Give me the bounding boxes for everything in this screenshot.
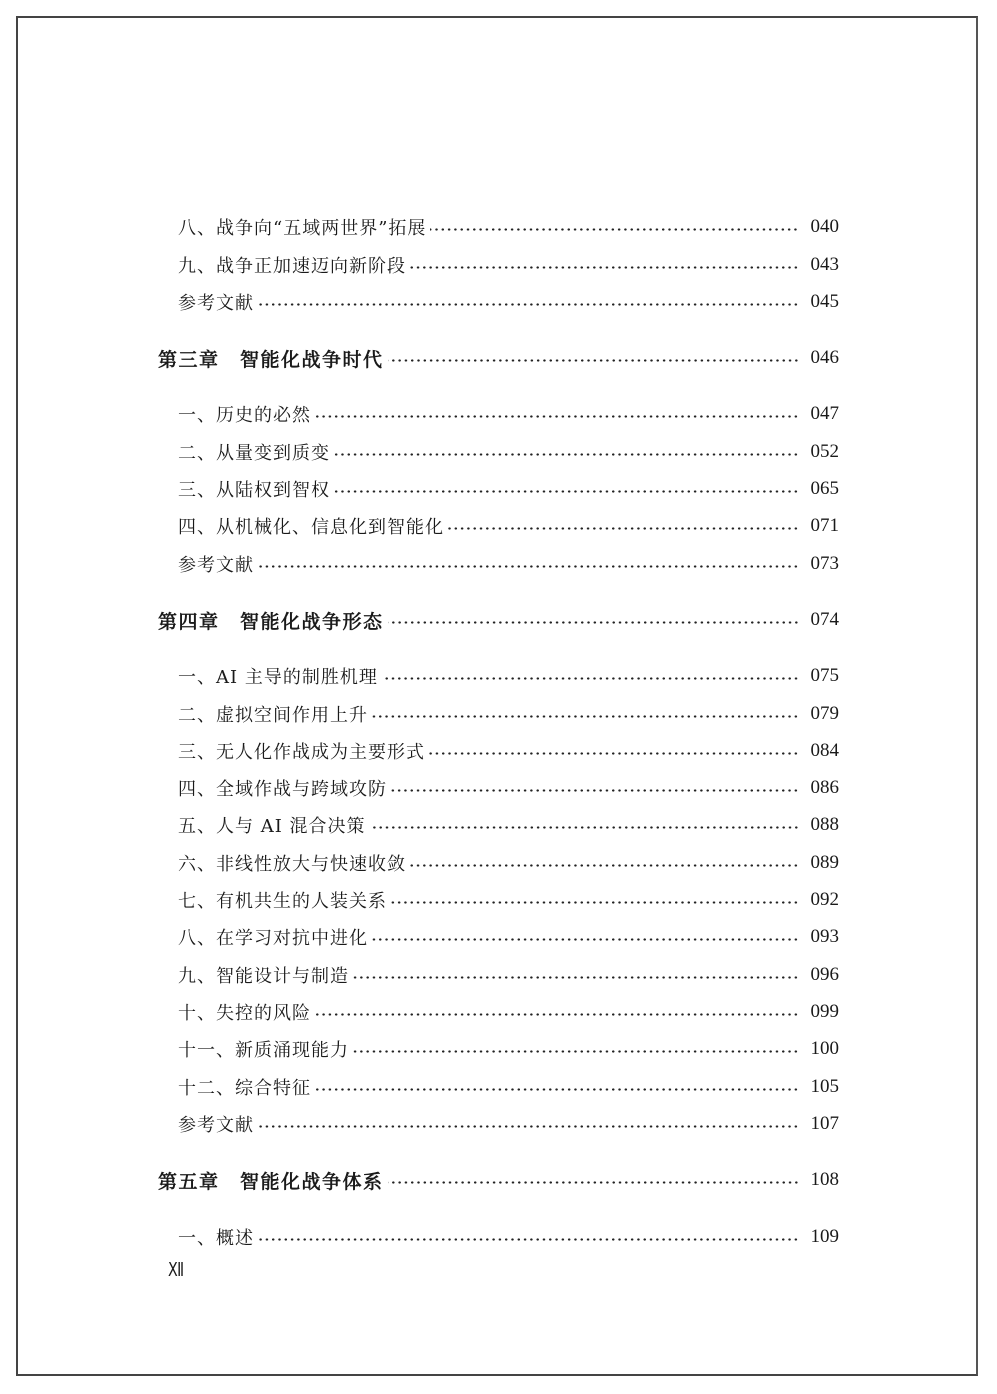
toc-section-entry[interactable] (178, 1036, 839, 1062)
toc-entry-page: 084 (810, 740, 839, 761)
dot-leader (353, 962, 799, 988)
toc-chapter-entry[interactable] (158, 1167, 839, 1193)
toc-entry-page: 071 (810, 515, 839, 536)
toc-section-entry[interactable] (178, 999, 839, 1025)
dot-leader (391, 775, 799, 801)
dot-leader (372, 924, 799, 950)
dot-leader (315, 1074, 799, 1100)
toc-section-entry[interactable] (178, 289, 839, 315)
toc-entry-page: 074 (810, 609, 839, 630)
toc-entry-title: 八、战争向“五域两世界”拓展 (178, 218, 427, 239)
toc-entry-title: 一、历史的必然 (178, 405, 311, 426)
toc-section-entry[interactable] (178, 1111, 839, 1137)
toc-entry-title: 六、非线性放大与快速收敛 (178, 854, 406, 875)
toc-entry-page: 065 (810, 478, 839, 499)
dot-leader (370, 812, 799, 838)
dot-leader (334, 476, 799, 502)
toc-entry-title: 十、失控的风险 (178, 1003, 311, 1024)
toc-entry-title: 第四章 智能化战争形态 (158, 610, 384, 633)
toc-entry-title: 十二、综合特征 (178, 1078, 311, 1099)
dot-leader (410, 850, 799, 876)
toc-entry-title: 二、虚拟空间作用上升 (178, 705, 368, 726)
toc-entry-page: 086 (810, 777, 839, 798)
toc-chapter-entry[interactable] (158, 607, 839, 633)
dot-leader (353, 1036, 799, 1062)
toc-entry-page: 047 (810, 403, 839, 424)
toc-entry-page: 093 (810, 926, 839, 947)
toc-section-entry[interactable] (178, 252, 839, 278)
dot-leader (410, 252, 799, 278)
toc-entry-page: 079 (810, 703, 839, 724)
dot-leader (388, 345, 799, 371)
dot-leader (258, 551, 799, 577)
toc-entry-title: 九、智能设计与制造 (178, 966, 349, 987)
dot-leader (372, 701, 799, 727)
toc-section-entry[interactable] (178, 701, 839, 727)
toc-section-entry[interactable] (178, 775, 839, 801)
toc-entry-page: 099 (810, 1001, 839, 1022)
toc-entry-title: 四、全域作战与跨域攻防 (178, 779, 387, 800)
page-folio: Ⅻ (168, 1260, 184, 1281)
dot-leader (382, 663, 799, 689)
toc-entry-title: 参考文献 (178, 1115, 254, 1136)
toc-entry-title: 八、在学习对抗中进化 (178, 928, 368, 949)
toc-entry-title: 第三章 智能化战争时代 (158, 348, 384, 371)
toc-entry-page: 043 (810, 254, 839, 275)
toc-section-entry[interactable] (178, 1074, 839, 1100)
toc-entry-title: 四、从机械化、信息化到智能化 (178, 517, 444, 538)
toc-entry-page: 105 (810, 1076, 839, 1097)
dot-leader (429, 738, 799, 764)
toc-entry-title: 一、概述 (178, 1228, 254, 1249)
toc-entry-page: 096 (810, 964, 839, 985)
dot-leader (258, 289, 799, 315)
dot-leader (388, 1167, 799, 1193)
toc-entry-title: 参考文献 (178, 293, 254, 314)
toc-entry-page: 107 (810, 1113, 839, 1134)
toc-entry-page: 100 (810, 1038, 839, 1059)
toc-section-entry[interactable] (178, 887, 839, 913)
toc-entry-page: 092 (810, 889, 839, 910)
toc-entry-title: 五、人与 AI 混合决策 (178, 816, 366, 837)
toc-entry-page: 046 (810, 347, 839, 368)
toc-entry-page: 089 (810, 852, 839, 873)
toc-entry-title: 七、有机共生的人装关系 (178, 891, 387, 912)
toc-entry-page: 045 (810, 291, 839, 312)
dot-leader (430, 214, 799, 240)
toc-entry-page: 073 (810, 553, 839, 574)
toc-entry-title: 一、AI 主导的制胜机理 (178, 667, 378, 688)
toc-section-entry[interactable] (178, 551, 839, 577)
toc-section-entry[interactable] (178, 924, 839, 950)
dot-leader (315, 999, 799, 1025)
toc-section-entry[interactable] (178, 850, 839, 876)
dot-leader (334, 439, 799, 465)
toc-entry-page: 088 (810, 814, 839, 835)
toc-section-entry[interactable] (178, 812, 839, 838)
dot-leader (258, 1111, 799, 1137)
dot-leader (315, 401, 799, 427)
toc-section-entry[interactable] (178, 962, 839, 988)
toc-section-entry[interactable] (178, 1224, 839, 1250)
toc-section-entry[interactable] (178, 738, 839, 764)
dot-leader (448, 513, 799, 539)
toc-section-entry[interactable] (178, 439, 839, 465)
toc-entry-title: 十一、新质涌现能力 (178, 1040, 349, 1061)
toc-section-entry[interactable] (178, 513, 839, 539)
toc-entry-title: 九、战争正加速迈向新阶段 (178, 256, 406, 277)
toc-entry-title: 三、无人化作战成为主要形式 (178, 742, 425, 763)
toc-section-entry[interactable] (178, 214, 839, 240)
toc-section-entry[interactable] (178, 476, 839, 502)
toc-section-entry[interactable] (178, 401, 839, 427)
toc-entry-title: 第五章 智能化战争体系 (158, 1170, 384, 1193)
toc-entry-title: 三、从陆权到智权 (178, 480, 330, 501)
toc-entry-title: 参考文献 (178, 555, 254, 576)
toc-entry-title: 二、从量变到质变 (178, 443, 330, 464)
dot-leader (388, 607, 799, 633)
toc-entry-page: 109 (810, 1226, 839, 1247)
toc-entry-page: 075 (810, 665, 839, 686)
dot-leader (391, 887, 799, 913)
toc-entry-page: 052 (810, 441, 839, 462)
toc-section-entry[interactable] (178, 663, 839, 689)
toc-chapter-entry[interactable] (158, 345, 839, 371)
toc-entry-page: 108 (810, 1169, 839, 1190)
dot-leader (258, 1224, 799, 1250)
toc-entry-page: 040 (810, 216, 839, 237)
